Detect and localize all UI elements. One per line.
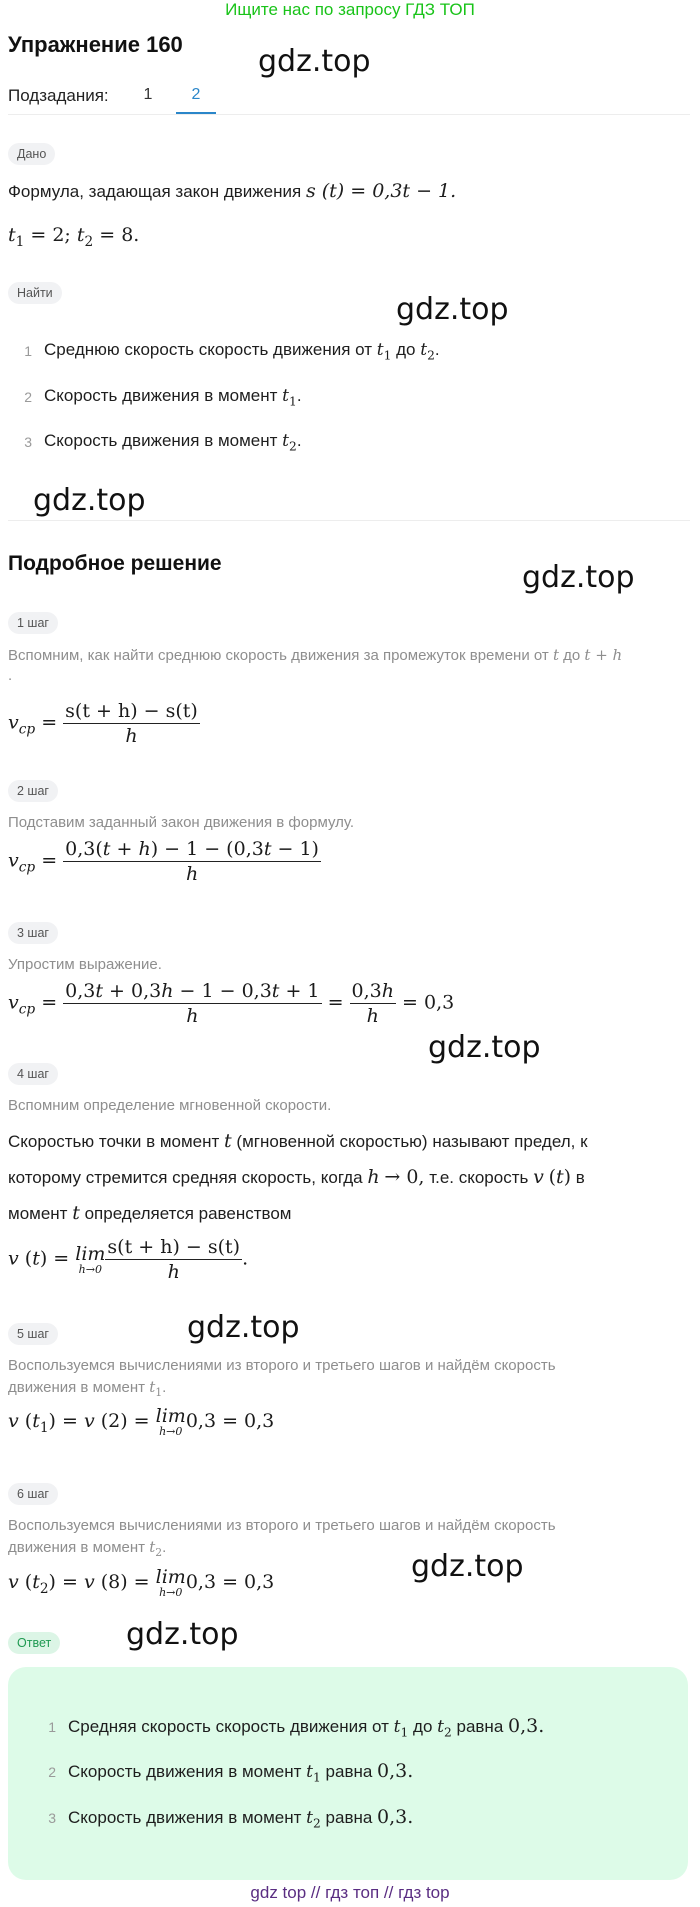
definition-line: которому стремится средняя скорость, когда h → 0, т.е. скорость v (t) в	[8, 1166, 585, 1188]
step-text: Упростим выражение.	[8, 956, 162, 973]
step-text: Вспомним, как найти среднюю скорость движения за промежуток времени от t до t + h .	[8, 646, 623, 684]
step-text: движения в момент $t_2$.	[8, 1538, 167, 1559]
watermark: gdz.top	[126, 1617, 239, 1652]
find-item: Среднюю скорость скорость движения от $t_1$ до $t_2$.	[44, 340, 440, 363]
step-chip: 1 шаг	[8, 612, 58, 634]
watermark: gdz.top	[396, 292, 509, 327]
find-item-number: 1	[24, 343, 32, 359]
step-chip: 6 шаг	[8, 1483, 58, 1505]
step-chip: 5 шаг	[8, 1323, 58, 1345]
subtasks-label: Подзадания:	[8, 86, 109, 105]
step5-formula: v $(t_1) = v$ (2) = lim h→0 0,3 = 0,3	[8, 1405, 275, 1438]
divider	[8, 114, 690, 115]
given-times: $t_1 = 2$; $t_2 = 8$.	[8, 224, 140, 250]
watermark: gdz.top	[428, 1030, 541, 1065]
answer-item-number: 3	[48, 1810, 56, 1826]
watermark: gdz.top	[411, 1549, 524, 1584]
answer-item: Средняя скорость скорость движения от $t_1$ до $t_2$ равна 0,3.	[68, 1715, 545, 1740]
given-chip: Дано	[8, 143, 55, 165]
given-formula: s (t) = 0,3t − 1.	[305, 180, 457, 202]
step-text: Воспользуемся вычислениями из второго и третьего шагов и найдём скорость	[8, 1517, 556, 1534]
step-text: Вспомним определение мгновенной скорости.	[8, 1097, 332, 1114]
step-chip: 3 шаг	[8, 922, 58, 944]
answer-item-number: 1	[48, 1719, 56, 1735]
step-text: движения в момент $t_1$.	[8, 1378, 167, 1399]
step4-formula: v (t) = lim h→0 $\frac{s(t + h) - s(t)}{h}$ .	[8, 1236, 249, 1283]
step-text: Воспользуемся вычислениями из второго и третьего шагов и найдём скорость	[8, 1357, 556, 1374]
answer-item: Скорость движения в момент $t_2$ равна 0,3.	[68, 1806, 414, 1831]
definition-line: момент t определяется равенством	[8, 1202, 292, 1224]
page-title: Упражнение 160	[8, 32, 183, 57]
definition-line: Скоростью точки в момент t (мгновенной скоростью) называют предел, к	[8, 1130, 588, 1152]
answer-chip: Ответ	[8, 1632, 60, 1654]
answer-item: Скорость движения в момент $t_1$ равна 0,3.	[68, 1760, 414, 1785]
solution-title: Подробное решение	[8, 552, 222, 575]
watermark: gdz.top	[258, 44, 371, 79]
step-text: Подставим заданный закон движения в формулу.	[8, 814, 355, 831]
find-item-number: 2	[24, 389, 32, 405]
answer-item-number: 2	[48, 1764, 56, 1780]
find-item-number: 3	[24, 434, 32, 450]
step6-formula: v $(t_2) = v$ (8) = lim h→0 0,3 = 0,3	[8, 1566, 275, 1599]
watermark: gdz.top	[33, 483, 146, 518]
find-chip: Найти	[8, 282, 62, 304]
top-banner: Ищите нас по запросу ГДЗ ТОП	[225, 0, 475, 19]
step1-formula: $v_{cp}$ = $\frac{s(t + h) - s(t)}{h}$	[8, 700, 198, 747]
footer-links[interactable]: gdz top // гдз топ // гдз top	[250, 1883, 450, 1902]
watermark: gdz.top	[522, 560, 635, 595]
divider	[8, 520, 690, 521]
step2-formula: $v_{cp}$ = $\frac{0,3(t + h) - 1 - (0,3t - 1)}{h}$	[8, 838, 319, 885]
step3-formula: $v_{cp}$ = $\frac{0,3t + 0,3h - 1 - 0,3t + 1}{h}$ = $\frac{0,3h}{h}$ = 0,3	[8, 980, 455, 1027]
watermark: gdz.top	[187, 1310, 300, 1345]
step-chip: 2 шаг	[8, 780, 58, 802]
tab-subtask-2[interactable]: 2	[191, 86, 201, 103]
tab-subtask-1[interactable]: 1	[143, 86, 153, 103]
step-chip: 4 шаг	[8, 1063, 58, 1085]
given-formula-line	[8, 180, 456, 203]
given-formula-text: Формула, задающая закон движения	[8, 182, 302, 201]
find-item: Скорость движения в момент $t_2$.	[44, 431, 302, 454]
find-item: Скорость движения в момент $t_1$.	[44, 386, 302, 409]
